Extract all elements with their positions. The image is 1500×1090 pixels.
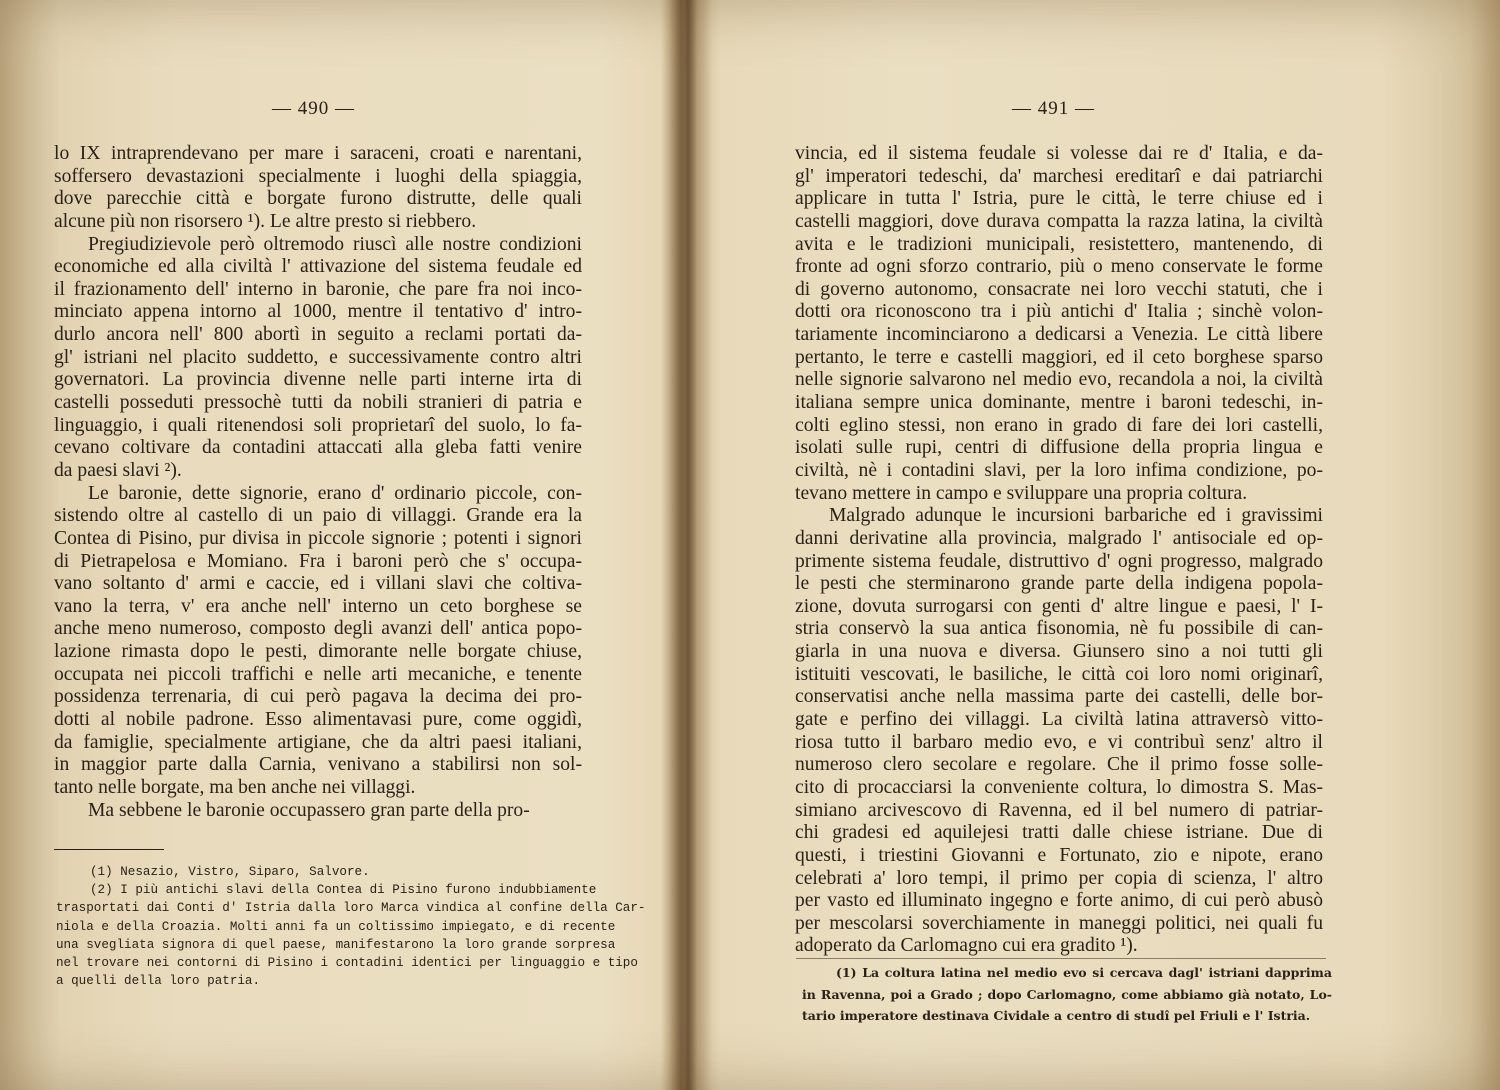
text-line: di Pietrapelosa e Momiano. Fra i baroni però che s' occupa- [54, 550, 582, 572]
text-line: gate e perfino dei villaggi. La civiltà latina attraversò vitto- [795, 709, 1323, 731]
text-line: Le baronie, dette signorie, erano d' ordinario piccole, con- [88, 482, 582, 504]
text-line: zione, dovuta surrogarsi con genti d' altre lingue e paesi, l' I- [795, 595, 1323, 617]
text-line: simiano arcivescovo di Ravenna, ed il bel numero di patriar- [795, 799, 1323, 821]
footnotes [802, 962, 1332, 1027]
text-line: di governo autonomo, consacrate nei loro vecchi statuti, che i [795, 278, 1323, 300]
text-line: fronte ad ogni sforzo contrario, più o meno conservate le forme [795, 256, 1323, 278]
footnote-line: niola e della Croazia. Molti anni fa un coltissimo impiegato, e di recente [56, 919, 616, 934]
text-line: governatori. La provincia divenne nelle parti interne irta di [54, 369, 582, 391]
text-line: gl' imperatori tedeschi, da' marchesi ereditarî e dai patriarchi [795, 165, 1323, 187]
left-page [0, 0, 680, 1090]
text-line: in maggior parte dalla Carnia, venivano a stabilirsi non sol- [54, 754, 582, 776]
page-number: — 491 — [1012, 98, 1095, 119]
text-line: durlo ancora nell' 800 abortì in seguito a reclami portati da- [54, 324, 582, 346]
text-line: questi, i triestini Giovanni e Fortunato, zio e nipote, erano [795, 844, 1323, 866]
text-line: occupata nei piccoli traffichi e nelle arti mecaniche, e tenente [54, 663, 582, 685]
text-line: da famiglie, specialmente artigiane, che da altri paesi italiani, [54, 731, 582, 753]
text-line: da paesi slavi ²). [54, 459, 182, 481]
text-line: alcune più non risorsero ¹). Le altre presto si riebbero. [54, 210, 477, 232]
text-line: istituiti vescovati, le basiliche, le città coi loro nomi originarî, [795, 663, 1323, 685]
text-line: dove parecchie città e borgate furono distrutte, delle quali [54, 188, 582, 210]
text-line: pertanto, le terre e castelli maggiori, ed il ceto borghese sparso [795, 346, 1323, 368]
text-line: tanto nelle borgate, ma ben anche nei villaggi. [54, 776, 416, 798]
text-line: primente sistema feudale, distruttivo d' ogni progresso, malgrado [795, 550, 1323, 572]
text-line: gl' istriani nel placito suddetto, e successivamente contro altri [54, 346, 582, 368]
footnotes [56, 863, 646, 990]
text-line: sistendo oltre al castello di un paio di villaggi. Grande era la [54, 505, 582, 527]
text-line: castelli posseduti pressochè tutti da nobili stranieri di patria e [54, 392, 582, 414]
footnote-line: (2) I più antichi slavi della Contea di Pisino furono indubbiamente [90, 883, 597, 898]
body-text [795, 143, 1323, 958]
text-line: tevano mettere in campo e sviluppare una propria coltura. [795, 482, 1248, 504]
text-line: cito di procacciarsi la conveniente coltura, lo dimostra S. Mas- [795, 776, 1323, 798]
text-line: isolati sulle rupi, centri di diffusione della propria lingua e [795, 437, 1323, 459]
footnote-rule [796, 958, 1326, 959]
footnote-line: a quelli della loro patria. [56, 974, 261, 989]
text-line: minciato appena intorno al 1000, mentre il tentativo d' intro- [54, 301, 582, 323]
text-line: dotti ora riconoscono tra i più antichi d' Italia ; sinchè volon- [795, 301, 1323, 323]
footnote-line: tario imperatore destinava Cividale a centro di studî pel Friuli e l' Istria. [802, 1008, 1311, 1023]
text-line: vano soltanto d' armi e caccie, ed i villani slavi che coltiva- [54, 573, 582, 595]
text-line: giarla in una nuova e diversa. Giunsero sino a noi tutti gli [795, 641, 1323, 663]
footnote-line: trasportati dai Conti d' Istria dalla loro Marca vindica al confine della Car- [56, 901, 646, 916]
text-line: il frazionamento dell' interno in baronie, che pare fra noi inco- [54, 278, 582, 300]
text-line: danni derivatine alla provincia, malgrado l' antisociale ed op- [795, 527, 1323, 549]
text-line: italiana sempre unica dominante, mentre i baroni tedeschi, in- [795, 392, 1323, 414]
text-line: chi gradesi ed aquilejesi tratti dalle chiese istriane. Due di [795, 822, 1323, 844]
text-line: dotti al nobile padrone. Esso alimentavasi pure, come oggidì, [54, 709, 582, 731]
text-line: possidenza terrenaria, di cui però pagava la decima dei pro- [54, 686, 582, 708]
text-line: per vasto ed illuminato ingegno e forte animo, di cui però abusò [795, 890, 1323, 912]
text-line: nelle signorie salvarono nel medio evo, recandola a noi, la civiltà [795, 369, 1323, 391]
text-line: Contea di Pisino, pur divisa in piccole signorie ; potenti i signori [54, 527, 582, 549]
text-line: applicare in tutta l' Istria, pure le città, le terre chiuse ed i [795, 188, 1323, 210]
text-line: per mescolarsi soverchiamente in maneggi politici, nei quali fu [795, 912, 1323, 934]
text-line: adoperato da Carlomagno cui era gradito ¹). [795, 935, 1138, 957]
text-line: Pregiudizievole però oltremodo riuscì alle nostre condizioni [88, 233, 582, 255]
text-line: castelli maggiori, dove durava compatta la razza latina, la civiltà [795, 210, 1323, 232]
text-line: cevano coltivare da contadini attaccati alla gleba fatti venire [54, 437, 582, 459]
text-line: vano la terra, v' era anche nell' interno un ceto borghese se [54, 595, 582, 617]
footnote-rule [54, 849, 164, 850]
text-line: lazione rimasta dopo le pesti, dimorante nelle borgate chiuse, [54, 641, 582, 663]
text-line: soffersero devastazioni specialmente i luoghi della spiaggia, [54, 165, 582, 187]
body-text [54, 143, 582, 822]
text-line: numeroso clero secolare e regolare. Che il primo fosse solle- [795, 754, 1323, 776]
text-line: Ma sebbene le baronie occupassero gran parte della pro- [88, 799, 530, 821]
text-line: economiche ed alla civiltà l' attivazione del sistema feudale ed [54, 256, 582, 278]
footnote-line: una svegliata signora di quel paese, manifestarono la loro grande sorpresa [56, 937, 616, 952]
page-number: — 490 — [272, 98, 355, 119]
text-line: le pesti che sterminarono grande parte della indigena popola- [795, 573, 1323, 595]
text-line: lo IX intraprendevano per mare i saraceni, croati e narentani, [54, 143, 582, 164]
text-line: vincia, ed il sistema feudale si volesse dai re d' Italia, e da- [795, 143, 1323, 164]
text-line: colti eglino stessi, non erano in grado di fare dei lori castelli, [795, 414, 1323, 436]
text-line: celebrati a' loro tempi, il primo per copia di scienza, l' altro [795, 867, 1323, 889]
text-line: avita e le tradizioni municipali, resistettero, mantenendo, di [795, 233, 1323, 255]
text-line: tariamente incominciarono a dedicarsi a Venezia. Le città libere [795, 324, 1323, 346]
text-line: Malgrado adunque le incursioni barbariche ed i gravissimi [829, 505, 1323, 527]
text-line: anche meno numeroso, composto degli avanzi dell' antica popo- [54, 618, 582, 640]
footnote-line: (1) La coltura latina nel medio evo si cercava dagl' istriani dapprima [836, 965, 1332, 980]
text-line: conservatisi anche nella massima parte dei castelli, delle bor- [795, 686, 1323, 708]
text-line: stria conservò la sua antica fisonomia, nè fu possibile di can- [795, 618, 1323, 640]
text-line: riosa tutto il barbaro medio evo, e vi contribuì senz' altro il [795, 731, 1323, 753]
footnote-line: in Ravenna, poi a Grado ; dopo Carlomagno, come abbiamo già notato, Lo- [802, 986, 1332, 1002]
right-page [700, 0, 1500, 1090]
text-line: linguaggio, i quali ritenendosi soli proprietarî del suolo, lo fa- [54, 414, 582, 436]
footnote-line: (1) Nesazio, Vistro, Siparo, Salvore. [90, 865, 370, 879]
footnote-line: nel trovare nei contorni di Pisino i contadini identici per linguaggio e tipo [56, 956, 638, 971]
text-line: civiltà, nè i contadini slavi, per la loro infima condizione, po- [795, 459, 1323, 481]
